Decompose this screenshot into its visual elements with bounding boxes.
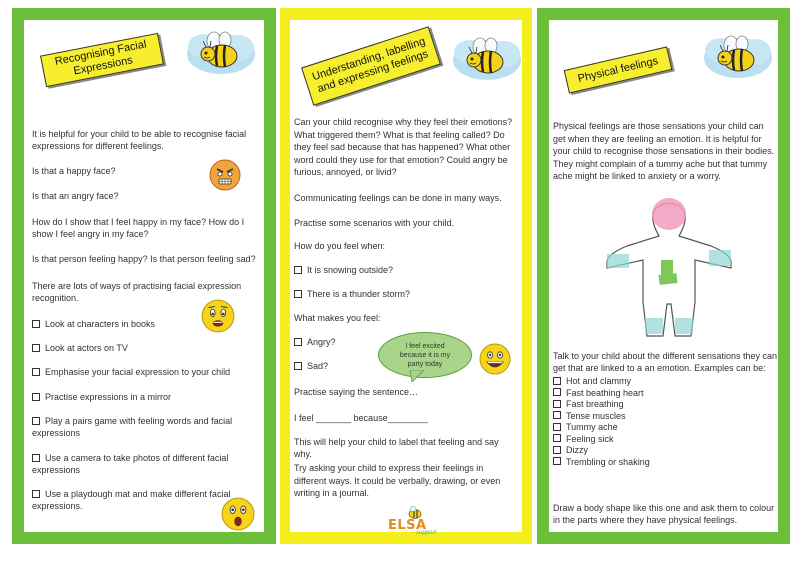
- list-item-label: Look at actors on TV: [45, 343, 128, 353]
- checkbox: [553, 411, 561, 419]
- question-person-feeling: [32, 253, 262, 265]
- list-item: [294, 288, 494, 300]
- checkbox: [553, 434, 561, 442]
- excited-face-icon: [478, 342, 512, 376]
- intro-text: [32, 128, 258, 152]
- checkbox: [553, 457, 561, 465]
- checkbox: [32, 368, 40, 376]
- question-happy: [32, 165, 212, 177]
- list-item-label: Fast breathing: [566, 399, 624, 409]
- talk-paragraph: Talk to your child about the different sensations they can get that are linked to a an emotion. Examples can be:: [553, 351, 777, 373]
- panel-title: [564, 46, 673, 93]
- how-feel-paragraph: How do you feel when:: [294, 241, 386, 251]
- list-item-label: Play a pairs game with feeling words and facial expressions: [32, 416, 233, 438]
- communicating-text: [294, 192, 516, 204]
- body-outline-icon: [599, 190, 739, 338]
- communicating-paragraph: Communicating feelings can be done in many ways.: [294, 193, 502, 203]
- checkbox: [553, 400, 561, 408]
- list-item: [553, 411, 753, 423]
- express-paragraph: Try asking your child to express their feelings in different ways. It could be verbally, drawing, or even writing in a journal.: [294, 463, 501, 498]
- panel-title-text: Understanding, labelling and expressing feelings: [310, 35, 430, 96]
- makes-feel-text: [294, 312, 494, 324]
- speech-bubble-tail-icon: [408, 370, 426, 382]
- list-item-label: Use a playdough mat and make different facial expressions.: [32, 489, 231, 511]
- list-item-label: Tense muscles: [566, 410, 626, 421]
- bee-icon: [450, 34, 524, 82]
- checkbox: [553, 377, 561, 385]
- question-happy-text: Is that a happy face?: [32, 166, 116, 176]
- checkbox: [294, 362, 302, 370]
- intro-paragraph: Can your child recognise why they feel their emotions? What triggered them? What is that feeling called? Do they feel sad because that has happened? What other word could they use for that emotion? Could angry be furious, annoyed, or livid?: [294, 117, 513, 177]
- talk-text: [553, 350, 777, 374]
- panel-title-text: Physical feelings: [576, 54, 660, 85]
- question-angry-text: Is that an angry face?: [32, 191, 119, 201]
- list-item: [294, 360, 374, 372]
- list-item-label: Feeling sick: [566, 433, 614, 444]
- intro-paragraph: Physical feelings are those sensations your child can get when they are feeling an emotion. It is helpful for your child to recognise those sensations in their bodies. They might complain of a tummy ache but that tummy ache might be linked to anxiety or a worry.: [553, 121, 775, 181]
- checkbox: [32, 320, 40, 328]
- intro-paragraph: It is helpful for your child to be able to recognise facial expressions for different feelings.: [32, 129, 247, 151]
- checkbox: [553, 423, 561, 431]
- express-text: [294, 462, 516, 500]
- list-item: [32, 488, 232, 512]
- sentence-intro-paragraph: Practise saying the sentence…: [294, 387, 419, 397]
- checkbox: [294, 338, 302, 346]
- list-item-label: Angry?: [307, 337, 336, 347]
- panel-title: [40, 33, 164, 87]
- list-item-label: Trembling or shaking: [566, 456, 650, 467]
- list-item-label: Fast beathing heart: [566, 387, 644, 398]
- question-person-feeling-text: Is that person feeling happy? Is that person feeling sad?: [32, 254, 256, 264]
- list-item: [294, 336, 374, 348]
- how-feel-text: [294, 240, 516, 252]
- list-item: [553, 457, 753, 469]
- logo-text: ELSA: [388, 518, 427, 533]
- list-item: [32, 452, 258, 476]
- list-item: [32, 342, 202, 354]
- panel-title-text: Recognising Facial Expressions: [53, 38, 148, 78]
- list-item: [553, 434, 753, 446]
- question-show-feeling: [32, 216, 262, 240]
- list-item-label: Tummy ache: [566, 422, 618, 432]
- sentence-intro-text: [294, 386, 516, 398]
- panel-content: [24, 20, 264, 532]
- list-item: [32, 415, 258, 439]
- bee-icon: [701, 32, 775, 80]
- makes-feel-paragraph: What makes you feel:: [294, 313, 381, 323]
- list-item-label: Hot and clammy: [566, 376, 632, 386]
- panel-recognising-facial-expressions: [12, 8, 276, 544]
- label-help-text: [294, 436, 516, 460]
- scenarios-text: [294, 217, 516, 229]
- list-item: [553, 388, 753, 400]
- worried-face-icon: [200, 298, 236, 334]
- scenarios-paragraph: Practise some scenarios with your child.: [294, 218, 455, 228]
- checkbox: [32, 454, 40, 462]
- question-show-feeling-text: How do I show that I feel happy in my face? How do I show I feel angry in my face?: [32, 217, 245, 239]
- practise-paragraph: There are lots of ways of practising facial expression recognition.: [32, 281, 242, 303]
- surprised-face-icon: [220, 496, 256, 532]
- panel-content: [290, 20, 522, 536]
- list-item-label: Sad?: [307, 361, 329, 371]
- checkbox: [553, 446, 561, 454]
- elsa-logo: [386, 506, 446, 540]
- intro-text: [294, 116, 516, 179]
- list-item-label: There is a thunder storm?: [307, 289, 411, 299]
- list-item: [553, 445, 753, 457]
- list-item-label: It is snowing outside?: [307, 265, 394, 275]
- checkbox: [32, 490, 40, 498]
- sentence-template-text: I feel _______ because________: [294, 413, 428, 423]
- checkbox: [294, 290, 302, 298]
- panel-title: [301, 26, 441, 105]
- draw-paragraph: Draw a body shape like this one and ask them to colour in the parts where they have physical feelings.: [553, 503, 775, 525]
- speech-bubble-text: I feel excited because it is my party today: [399, 342, 451, 368]
- checkbox: [32, 417, 40, 425]
- list-item: [553, 422, 753, 434]
- list-item-label: Emphasise your facial expression to your child: [45, 367, 231, 377]
- intro-text: [553, 120, 777, 183]
- bee-icon: [184, 28, 258, 76]
- panel-content: [549, 20, 778, 532]
- list-item: [294, 264, 494, 276]
- checkbox: [294, 266, 302, 274]
- angry-face-icon: [208, 158, 242, 192]
- list-item-label: Practise expressions in a mirror: [45, 392, 172, 402]
- list-item: [32, 391, 258, 403]
- sensations-list: [553, 376, 753, 468]
- checkbox: [32, 344, 40, 352]
- list-item: [32, 366, 258, 378]
- list-item: [32, 318, 202, 330]
- checkbox: [553, 388, 561, 396]
- list-item: [553, 376, 753, 388]
- list-item-label: Use a camera to take photos of different facial expressions: [32, 453, 229, 475]
- question-angry: [32, 190, 212, 202]
- label-help-paragraph: This will help your child to label that feeling and say why.: [294, 437, 499, 459]
- checkbox: [32, 393, 40, 401]
- logo-subtext: support: [416, 530, 437, 536]
- list-item-label: Dizzy: [566, 445, 588, 455]
- panel-understanding-feelings: [280, 8, 532, 544]
- list-item-label: Look at characters in books: [45, 319, 156, 329]
- list-item: [553, 399, 753, 411]
- sentence-template: [294, 412, 516, 424]
- panel-physical-feelings: [537, 8, 790, 544]
- draw-text: [553, 502, 777, 526]
